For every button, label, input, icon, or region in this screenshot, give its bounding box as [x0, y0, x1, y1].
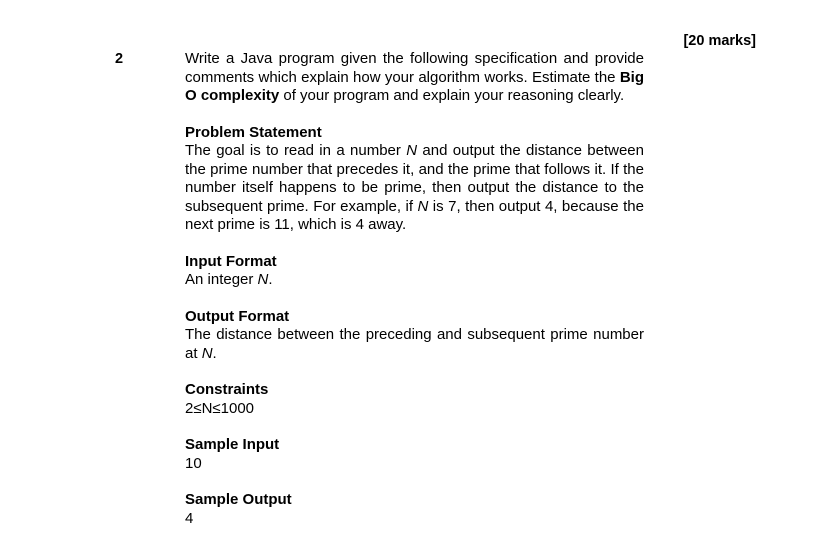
input-format-var-n: N [257, 271, 269, 288]
problem-text-1: The goal is to read in a number [185, 142, 407, 159]
input-format-text-1: An integer [185, 271, 258, 288]
question-number: 2 [115, 51, 124, 67]
output-format-text-1: The distance between the preceding and subsequent prime number at [185, 326, 644, 362]
problem-var-n-2: N [417, 197, 429, 215]
problem-text-3: is 7, then output 4, because the next prime is 11, which is 4 away. [185, 197, 644, 233]
problem-statement-section [185, 124, 644, 235]
constraints-section [185, 381, 644, 418]
input-format-text-2: . [268, 271, 273, 288]
input-format-text [185, 271, 644, 290]
input-format-section [185, 253, 644, 290]
marks-label: [20 marks] [683, 33, 756, 49]
problem-var-n-1: N [406, 142, 418, 159]
constraints-value: 2≤N≤1000 [185, 399, 255, 417]
output-format-var-n: N [201, 344, 213, 362]
sample-output-value: 4 [185, 509, 194, 527]
problem-statement-text [185, 142, 644, 235]
problem-statement-title: Problem Statement [185, 123, 322, 141]
intro-bold-term: Big O complexity [185, 68, 644, 104]
sample-output-section [185, 491, 644, 528]
question-body [185, 50, 644, 528]
output-format-text-2: . [212, 344, 217, 362]
sample-output-title: Sample Output [185, 491, 292, 508]
sample-input-section [185, 436, 644, 473]
input-format-title: Input Format [185, 252, 277, 270]
output-format-section [185, 308, 644, 364]
sample-input-value: 10 [185, 454, 202, 472]
problem-text-2: and output the distance between the prime number that precedes it, and the prime that follows it. If the number itself happens to be prime, then output the distance to the subsequent prime. For example, if [185, 142, 644, 215]
sample-input-title: Sample Input [185, 436, 280, 453]
intro-text-1: Write a Java program given the following specification and provide comments which explain how your algorithm works. Estimate the [185, 50, 644, 86]
constraints-title: Constraints [185, 381, 269, 398]
output-format-title: Output Format [185, 307, 290, 325]
intro-paragraph [185, 50, 644, 106]
intro-text-2: of your program and explain your reasoning clearly. [279, 87, 625, 104]
output-format-text [185, 326, 644, 363]
